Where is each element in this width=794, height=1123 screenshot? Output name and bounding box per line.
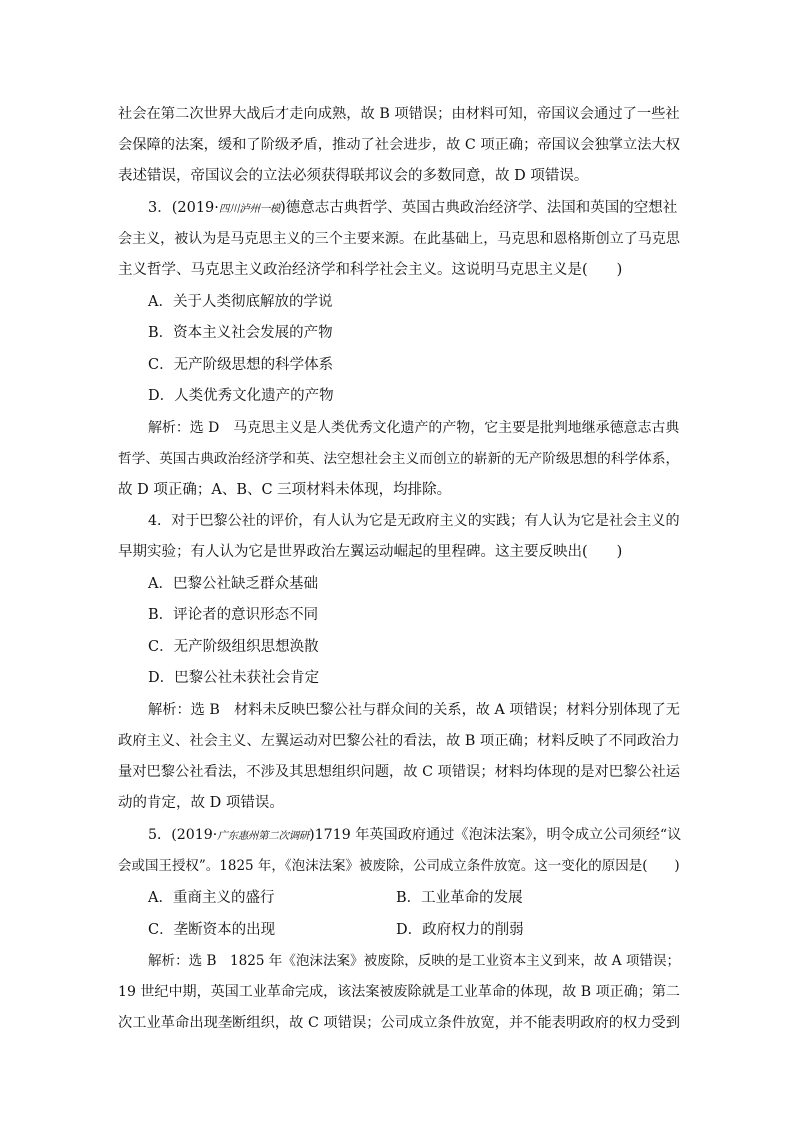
question-4-stem: 4．对于巴黎公社的评价，有人认为它是无政府主义的实践；有人认为它是社会主义的 — [148, 513, 680, 529]
paragraph-line: 会保障的法案，缓和了阶级矛盾，推动了社会进步，故 C 项正确；帝国议会独掌立法大权 — [118, 137, 681, 153]
question-4-answer-line: 量对巴黎公社看法，不涉及其思想组织问题，故 C 项错误；材料均体现的是对巴黎公社运 — [118, 764, 681, 780]
question-4-answer-line: 动的肯定，故 D 项错误。 — [118, 795, 284, 811]
question-5-answer-line: 次工业革命出现垄断组织，故 C 项错误；公司成立条件放宽，并不能表明政府的权力受到 — [118, 1015, 681, 1031]
question-3-answer-line: 故 D 项正确；A、B、C 三项材料未体现，均排除。 — [118, 482, 452, 498]
question-3-number: 3．(2019· — [148, 200, 219, 216]
question-5-number: 5．(2019· — [148, 827, 218, 843]
question-5-source: 广东惠州第二次调研 — [217, 830, 310, 842]
question-3-stem-line: 会主义，被认为是马克思主义的三个主要来源。在此基础上，马克思和恩格斯创立了马克思 — [118, 231, 680, 247]
question-5-option-d: D．政府权力的削弱 — [396, 922, 524, 938]
question-3-source: 四川泸州一模 — [218, 203, 281, 215]
question-4-answer: 解析：选 B 材料未反映巴黎公社与群众间的关系，故 A 项错误；材料分别体现了无 — [148, 702, 680, 718]
question-5-stem — [148, 825, 681, 846]
question-5-answer-line: 19 世纪中期，英国工业革命完成，该法案被废除就是工业革命的体现，故 B 项正确；第二 — [118, 984, 680, 1000]
question-4-option-a: A．巴黎公社缺乏群众基础 — [148, 576, 318, 592]
question-5-option-c: C．垄断资本的出现 — [148, 922, 276, 938]
question-3-option-a: A．关于人类彻底解放的学说 — [148, 294, 333, 310]
paragraph-line: 社会在第二次世界大战后才走向成熟，故 B 项错误；由材料可知，帝国议会通过了一些社 — [118, 106, 680, 122]
question-5-option-b: B．工业革命的发展 — [396, 890, 523, 906]
question-5-answer: 解析：选 B 1825 年《泡沫法案》被废除，反映的是工业资本主义到来，故 A 项错误； — [148, 953, 681, 969]
question-5-stem-text: )1719 年英国政府通过《泡沫法案》，明令成立公司须经“议 — [309, 827, 682, 843]
question-5-stem-line: 会或国王授权”。1825 年，《泡沫法案》被废除，公司成立条件放宽。这一变化的原因是( ) — [118, 858, 680, 874]
question-4-stem-line: 早期实验；有人认为它是世界政治左翼运动崛起的里程碑。这主要反映出( ) — [118, 544, 623, 560]
question-3-answer: 解析：选 D 马克思主义是人类优秀文化遗产的产物，它主要是批判地继承德意志古典 — [148, 420, 680, 436]
question-3-option-c: C．无产阶级思想的科学体系 — [148, 357, 334, 373]
question-4-option-b: B．评论者的意识形态不同 — [148, 607, 319, 623]
question-4-option-d: D．巴黎公社未获社会肯定 — [148, 670, 320, 686]
question-3-stem — [148, 198, 677, 219]
question-4-answer-line: 政府主义、社会主义、左翼运动对巴黎公社的看法，故 B 项正确；材料反映了不同政治力 — [118, 733, 680, 749]
question-3-option-b: B．资本主义社会发展的产物 — [148, 325, 333, 341]
question-5-option-a: A．重商主义的盛行 — [148, 890, 275, 906]
question-3-answer-line: 哲学、英国古典政治经济学和英、法空想社会主义而创立的崭新的无产阶级思想的科学体系， — [118, 451, 680, 467]
question-3-stem-line: 主义哲学、马克思主义政治经济学和科学社会主义。这说明马克思主义是( ) — [118, 262, 623, 278]
question-3-option-d: D．人类优秀文化遗产的产物 — [148, 388, 334, 404]
paragraph-line: 表述错误，帝国议会的立法必须获得联邦议会的多数同意，故 D 项错误。 — [118, 168, 589, 184]
question-3-stem-text: )德意志古典哲学、英国古典政治经济学、法国和英国的空想社 — [280, 200, 678, 216]
question-4-option-c: C．无产阶级组织思想涣散 — [148, 639, 319, 655]
